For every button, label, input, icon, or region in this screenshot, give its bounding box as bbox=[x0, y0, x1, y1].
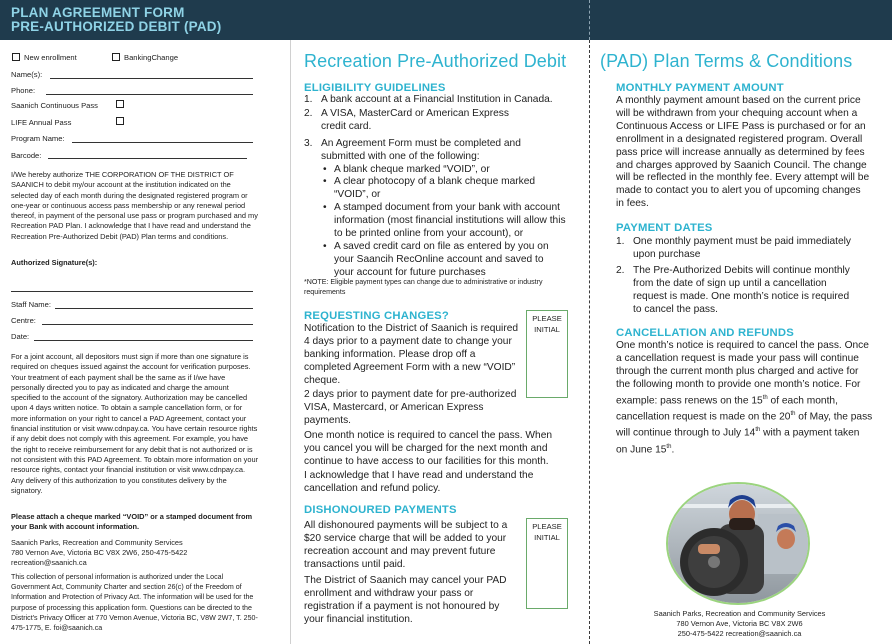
footer-org: Saanich Parks, Recreation and Community Services bbox=[653, 609, 826, 618]
monthly-payment-heading: MONTHLY PAYMENT AMOUNT bbox=[616, 82, 784, 94]
initial-box-line2: INITIAL bbox=[534, 325, 560, 334]
item-number: 2. bbox=[304, 107, 313, 119]
eligibility-item bbox=[304, 108, 566, 134]
life-pass-checkbox[interactable] bbox=[116, 117, 124, 125]
phone-field[interactable] bbox=[46, 94, 253, 95]
barcode-label: Barcode: bbox=[11, 151, 42, 160]
header-banner bbox=[0, 0, 892, 40]
cancellation-text-part: of May, the pass will continue through to July 14 bbox=[616, 411, 873, 439]
bullet: • bbox=[323, 202, 327, 214]
payment-dates-heading: PAYMENT DATES bbox=[616, 222, 713, 234]
item-text: One monthly payment must be paid immediately upon purchase bbox=[633, 236, 852, 260]
date-label: Date: bbox=[11, 332, 30, 341]
sublist-text: A clear photocopy of a blank cheque marked “VOID”, or bbox=[334, 176, 536, 201]
ordinal-suffix: th bbox=[790, 410, 796, 417]
ordinal-suffix: th bbox=[666, 443, 672, 450]
gym-photo-illustration bbox=[668, 484, 810, 605]
initial-box-1[interactable] bbox=[526, 310, 568, 398]
cancellation-heading: CANCELLATION AND REFUNDS bbox=[616, 327, 795, 339]
form-title-line-1: PLAN AGREEMENT FORM bbox=[11, 5, 185, 20]
program-name-label: Program Name: bbox=[11, 134, 65, 143]
payment-dates-list bbox=[616, 236, 866, 316]
authorized-signature-label: Authorized Signature(s): bbox=[11, 258, 98, 267]
eligibility-list bbox=[304, 94, 566, 280]
dishonoured-p2: The District of Saanich may cancel your PAD enrollment and withdraw your pass or registration if a payment is not honoured by your financial institution. bbox=[304, 575, 507, 625]
bullet: • bbox=[323, 163, 327, 175]
names-field[interactable] bbox=[50, 78, 253, 79]
form-title-line-2: PRE-AUTHORIZED DEBIT (PAD) bbox=[11, 19, 222, 34]
eligibility-item bbox=[304, 94, 566, 107]
staff-name-field[interactable] bbox=[55, 308, 253, 309]
cancellation-text-part: with a payment taken on June 15 bbox=[616, 427, 860, 455]
saanich-pass-label: Saanich Continuous Pass bbox=[11, 101, 98, 110]
org-email: recreation@saanich.ca bbox=[11, 558, 87, 567]
attach-cheque-note: Please attach a cheque marked “VOID” or a stamped document from your Bank with account information. bbox=[11, 512, 253, 532]
gym-photo bbox=[666, 482, 810, 605]
item-text: The Pre-Authorized Debits will continue monthly from the date of sign up until a cancellation request is made. One month’s notice is required to cancel the pass. bbox=[633, 264, 850, 315]
dishonoured-heading: DISHONOURED PAYMENTS bbox=[304, 504, 457, 516]
org-address: 780 Vernon Ave, Victoria BC V8X 2W6, 250-475-5422 bbox=[11, 548, 188, 557]
sublist-text: A stamped document from your bank with account information (most financial institutions will allow this to be printed online from your account), or bbox=[334, 202, 566, 240]
initial-box-line1: PLEASE bbox=[532, 522, 562, 531]
initial-box-line1: PLEASE bbox=[532, 314, 562, 323]
org-name: Saanich Parks, Recreation and Community Services bbox=[11, 538, 183, 547]
item-number: 2. bbox=[616, 264, 625, 276]
staff-name-label: Staff Name: bbox=[11, 300, 51, 309]
centre-label: Centre: bbox=[11, 316, 36, 325]
cancellation-text-part: One month’s notice is required to cancel the pass. Once a cancellation request is made your pass will continue through the current month plus charged and active for the following month to provide one month’s notice. For example: pass renews on the 15 bbox=[616, 340, 869, 407]
item-number: 1. bbox=[304, 94, 313, 105]
payment-date-item bbox=[616, 265, 866, 317]
panel-divider bbox=[290, 40, 291, 644]
ordinal-suffix: th bbox=[755, 427, 761, 434]
date-field[interactable] bbox=[34, 340, 253, 341]
eligibility-item bbox=[304, 138, 566, 164]
monthly-payment-text: A monthly payment amount based on the current price will be withdrawn from your chequing account when a Continuous Access or LIFE Pass is purchased or for an enrollment in a designated registered program. Overall pass price will increase annually as determined by fees and charges approved by Saanich Council. The change will be reflected in the monthly fee. Every attempt will be made to contact you to alert you of upcoming changes in fees. bbox=[616, 95, 870, 210]
privacy-statement: This collection of personal information is authorized under the Local Government Act, Community Charter and section 26(c) of the Freedom of Information and Protection of Privacy Act. The information will be used for the purpose of processing this application form. Questions can be directed to the District's Privacy Officer at 770 Vernon Avenue, Victoria BC, V8W 2W7, T. 250-475-1775, E. foi@saanich.ca bbox=[11, 573, 258, 633]
sublist-item bbox=[321, 202, 566, 241]
requesting-changes-p2: 2 days prior to payment date for pre-authorized VISA, Mastercard, or American Express payments. bbox=[304, 389, 517, 426]
sublist-text: A saved credit card on file as entered by you on your Saancih RecOnline account and saved to your account for future purchases bbox=[334, 240, 549, 278]
middle-title: Recreation Pre-Authorized Debit bbox=[304, 51, 567, 71]
footer-address: 780 Vernon Ave, Victoria BC V8X 2W6 bbox=[676, 619, 803, 628]
item-number: 3. bbox=[304, 137, 313, 149]
sublist-item bbox=[321, 241, 566, 280]
dishonoured-p1: All dishonoured payments will be subject to a $20 service charge that will be added to your recreation account and may prevent future transactions until paid. bbox=[304, 520, 508, 570]
payment-date-item bbox=[616, 236, 866, 262]
right-title: (PAD) Plan Terms & Conditions bbox=[600, 51, 853, 71]
new-enrollment-checkbox[interactable] bbox=[12, 53, 20, 61]
authorization-text: I/We hereby authorize THE CORPORATION OF THE DISTRICT OF SAANICH to debit my/our account at the institution indicated on the selected day of each month during the designated registered program or one-year or continuous access pass membership or any renewal period thereof, in payment of the personal use pass or program purchased and my Recreation PAD Plan. I acknowledge that I have read and understand the Recreation Pre-Authorized Debit (PAD) Plan terms and conditions. bbox=[11, 170, 258, 241]
program-name-field[interactable] bbox=[72, 142, 253, 143]
requesting-changes-p4: I acknowledge that I have read and understand the cancellation and refund policy. bbox=[304, 470, 534, 494]
names-label: Name(s): bbox=[11, 70, 43, 79]
item-text: An Agreement Form must be completed and submitted with one of the following: bbox=[321, 137, 521, 162]
bullet: • bbox=[323, 176, 327, 188]
requesting-changes-heading: REQUESTING CHANGES? bbox=[304, 310, 450, 322]
new-enrollment-label: New enrollment bbox=[24, 53, 77, 62]
eligibility-heading: ELIGIBILITY GUIDELINES bbox=[304, 82, 446, 94]
life-pass-label: LIFE Annual Pass bbox=[11, 118, 72, 127]
sublist-text: A blank cheque marked “VOID”, or bbox=[334, 163, 490, 175]
footer-contact: 250-475-5422 recreation@saanich.ca bbox=[677, 629, 802, 638]
eligibility-sublist bbox=[304, 164, 566, 280]
requesting-changes-p3: One month notice is required to cancel the pass. When you cancel you will be charged for the next month and continue to have access to our facilities for this month. bbox=[304, 430, 553, 467]
saanich-pass-checkbox[interactable] bbox=[116, 100, 124, 108]
item-text: A VISA, MasterCard or American Express credit card. bbox=[321, 107, 509, 132]
joint-account-text: For a joint account, all depositors must sign if more than one signature is required on cheques issued against the account for verification purposes. Your treatment of each payment shall be the same as if I/we have personally directed you to pay as indicated and charge the amount specified to the account of the signatory. Authorization may be cancelled upon 4 days written notice. To obtain a sample cancellation form, or for more information on your right to cancel a PAD Agreement, contact your financial institution or visit www.cdnpay.ca. You have certain resource rights if any debit does not comply with this agreement. For example, you have the right to receive reimbursement for any debit that is not authorized or is not consistent with this PAD Agreement. To obtain more information on your resource rights, contact your financial institution or visit www.cdnpay.ca. Any delivery of this authorization to you constitutes delivery by the signatory. bbox=[11, 352, 259, 495]
requesting-changes-p1: Notification to the District of Saanich is required 4 days prior to a payment date to change your banking information. Please drop off a completed Agreement Form with a new “VOID” cheque. bbox=[304, 323, 519, 386]
centre-field[interactable] bbox=[42, 324, 253, 325]
item-text: A bank account at a Financial Institution in Canada. bbox=[321, 94, 553, 105]
eligibility-note: *NOTE: Eligible payment types can change due to administrative or industry requirements bbox=[304, 278, 543, 296]
sublist-item bbox=[321, 176, 566, 202]
signature-field[interactable] bbox=[11, 291, 253, 292]
initial-box-line2: INITIAL bbox=[534, 533, 560, 542]
banking-change-checkbox[interactable] bbox=[112, 53, 120, 61]
cancellation-text-part: of each month, cancellation request is made on the 20 bbox=[616, 395, 838, 423]
fold-line-top bbox=[589, 0, 590, 40]
cancellation-text-part: . bbox=[671, 443, 675, 455]
initial-box-2[interactable] bbox=[526, 518, 568, 609]
banking-change-label: BankingChange bbox=[124, 53, 179, 62]
item-number: 1. bbox=[616, 236, 625, 247]
sublist-item bbox=[321, 164, 566, 177]
fold-line bbox=[589, 40, 590, 644]
bullet: • bbox=[323, 240, 327, 252]
ordinal-suffix: th bbox=[762, 394, 768, 401]
barcode-field[interactable] bbox=[48, 158, 247, 159]
cancellation-text bbox=[616, 340, 873, 457]
phone-label: Phone: bbox=[11, 86, 36, 95]
